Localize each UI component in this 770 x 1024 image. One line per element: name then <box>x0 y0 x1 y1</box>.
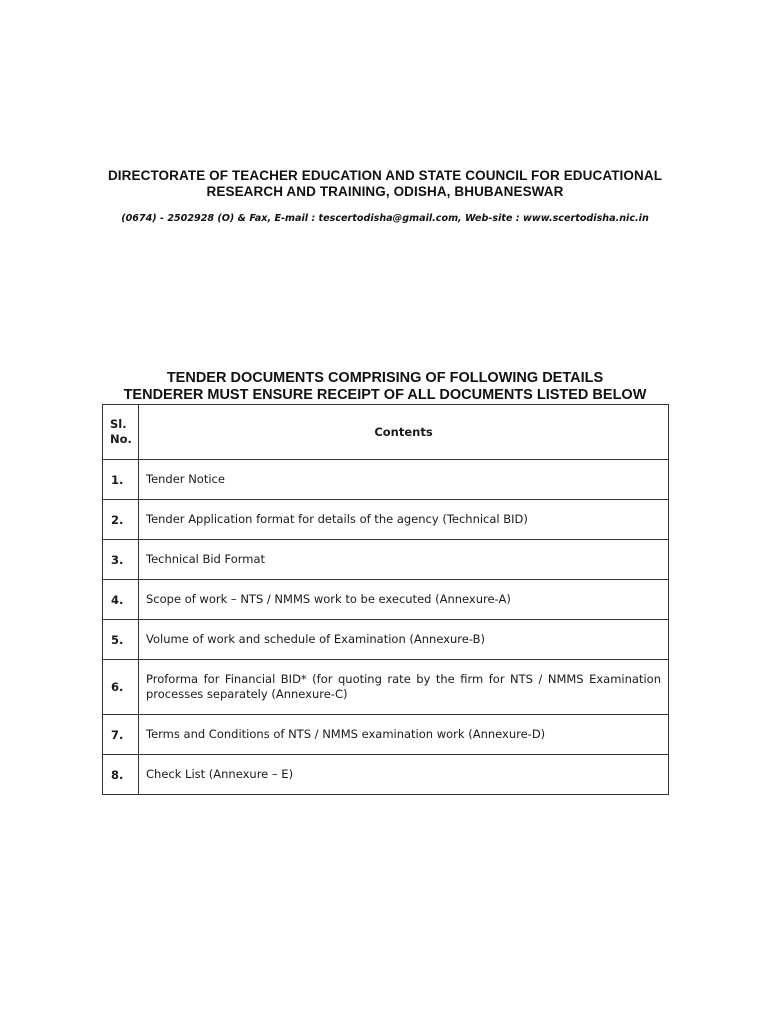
table-row <box>103 660 669 715</box>
row-contents: Tender Application format for details of the agency (Technical BID) <box>139 500 669 540</box>
row-serial-number: 1. <box>103 460 139 500</box>
row-serial-number: 8. <box>103 755 139 795</box>
row-contents: Tender Notice <box>139 460 669 500</box>
row-contents: Volume of work and schedule of Examination (Annexure-B) <box>139 620 669 660</box>
row-serial-number: 6. <box>103 660 139 715</box>
row-contents: Check List (Annexure – E) <box>139 755 669 795</box>
row-serial-number: 5. <box>103 620 139 660</box>
table-row <box>103 620 669 660</box>
table-row <box>103 460 669 500</box>
row-serial-number: 3. <box>103 540 139 580</box>
table-row <box>103 755 669 795</box>
row-contents: Scope of work – NTS / NMMS work to be executed (Annexure-A) <box>139 580 669 620</box>
row-serial-number: 2. <box>103 500 139 540</box>
tender-heading-line-1: TENDER DOCUMENTS COMPRISING OF FOLLOWING DETAILS <box>166 370 604 386</box>
row-contents: Terms and Conditions of NTS / NMMS examination work (Annexure-D) <box>139 715 669 755</box>
organization-title-line-1: DIRECTORATE OF TEACHER EDUCATION AND STATE COUNCIL FOR EDUCATIONAL <box>107 168 663 183</box>
table-row <box>103 540 669 580</box>
table-row <box>103 715 669 755</box>
table-row <box>103 580 669 620</box>
header-serial-number <box>103 405 139 460</box>
documents-table <box>102 404 669 795</box>
table-header-row <box>103 405 669 460</box>
organization-title <box>60 168 710 200</box>
contact-info: (0674) - 2502928 (O) & Fax, E-mail : tescertodisha@gmail.com, Web-site : www.scertodisha.nic.in <box>121 213 649 224</box>
header-serial-number-line-2: No. <box>110 432 132 446</box>
organization-title-line-2: RESEARCH AND TRAINING, ODISHA, BHUBANESWAR <box>206 184 564 199</box>
header-serial-number-line-1: Sl. <box>110 417 127 431</box>
row-contents: Technical Bid Format <box>139 540 669 580</box>
tender-heading-line-2: TENDERER MUST ENSURE RECEIPT OF ALL DOCUMENTS LISTED BELOW <box>123 387 647 403</box>
row-contents: Proforma for Financial BID* (for quoting rate by the firm for NTS / NMMS Examination processes separately (Annexure-C) <box>139 660 669 715</box>
tender-heading <box>60 370 710 404</box>
table-row <box>103 500 669 540</box>
header-contents: Contents <box>139 405 669 460</box>
row-serial-number: 7. <box>103 715 139 755</box>
row-serial-number: 4. <box>103 580 139 620</box>
